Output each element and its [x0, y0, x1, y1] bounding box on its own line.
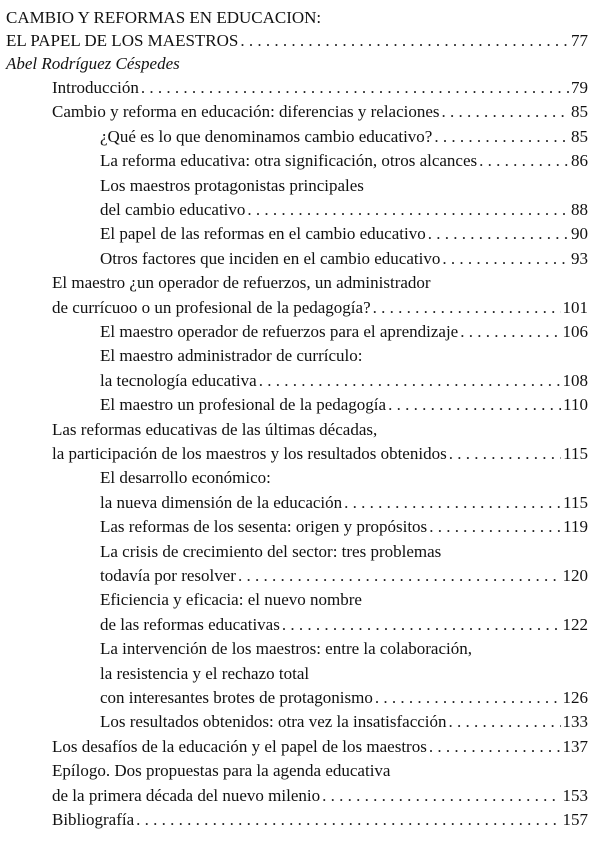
toc-entry-title: Las reformas educativas de las últimas décadas,	[52, 419, 378, 439]
page-number: 85	[571, 102, 588, 122]
page-number: 93	[571, 248, 588, 268]
toc-entry	[100, 491, 588, 515]
toc-entry	[100, 222, 588, 246]
dot-leader	[344, 491, 561, 515]
toc-entry-title: El maestro ¿un operador de refuerzos, un administrador	[52, 273, 431, 293]
toc-entry	[100, 637, 588, 661]
page-number: 153	[562, 785, 588, 805]
toc-entry-title: La reforma educativa: otra significación, otros alcances	[100, 151, 478, 171]
page-number: 115	[563, 444, 588, 463]
toc-entry-title: la participación de los maestros y los resultados obtenidos	[52, 444, 447, 463]
toc-entry-title: El desarrollo económico:	[100, 468, 271, 488]
toc-entry-title: El maestro un profesional de la pedagogía	[100, 395, 387, 415]
toc-entry	[100, 320, 588, 344]
section-title-text: CAMBIO Y REFORMAS EN EDUCACION:	[6, 8, 322, 27]
page-number: 108	[562, 370, 588, 390]
toc-entry-title: Los desafíos de la educación y el papel de los maestros	[52, 736, 427, 756]
toc-entry	[100, 515, 588, 539]
page-number: 79	[571, 78, 588, 97]
toc-entry-title: con interesantes brotes de protagonismo	[100, 688, 373, 707]
toc-entry	[52, 296, 588, 320]
dot-leader	[238, 564, 561, 588]
toc-entry	[100, 198, 588, 222]
toc-entry	[100, 540, 588, 564]
page-number: 110	[563, 395, 588, 415]
dot-leader	[282, 613, 561, 637]
toc-entry	[100, 369, 588, 393]
toc-entry-title: la resistencia y el rechazo total	[100, 663, 310, 683]
toc-entry	[100, 344, 588, 368]
toc-entry	[100, 588, 588, 612]
toc-entry	[52, 784, 588, 808]
toc-entry	[52, 271, 588, 295]
dot-leader	[460, 320, 560, 344]
toc-entry-title: Eficiencia y eficacia: el nuevo nombre	[100, 590, 362, 610]
toc-entry-title: la nueva dimensión de la educación	[100, 492, 343, 512]
toc-entry	[52, 759, 588, 783]
toc-entry-title: de las reformas educativas	[100, 614, 280, 634]
dot-leader	[429, 515, 561, 539]
toc-entry-title: El maestro operador de refuerzos para el aprendizaje	[100, 322, 459, 341]
toc-entry-title: La intervención de los maestros: entre la colaboración,	[100, 639, 472, 659]
toc-entry-title: Los resultados obtenidos: otra vez la insatisfacción	[100, 712, 447, 732]
dot-leader	[442, 100, 569, 124]
toc-entry	[100, 247, 588, 271]
page-number: 90	[571, 224, 588, 244]
toc-entry-title: Otros factores que inciden en el cambio educativo	[100, 248, 441, 268]
toc-entry	[100, 613, 588, 637]
author-name	[6, 52, 588, 76]
dot-leader	[259, 369, 561, 393]
section-title-line-1	[6, 6, 588, 30]
page-number: 119	[563, 517, 588, 537]
section-title-text: EL PAPEL DE LOS MAESTROS	[6, 31, 239, 50]
toc-entry	[52, 76, 588, 100]
page-number: 133	[562, 712, 588, 732]
toc-entry-title: Cambio y reforma en educación: diferencias y relaciones	[52, 102, 440, 122]
toc-entry-title: El maestro administrador de currículo:	[100, 346, 363, 366]
dot-leader	[240, 29, 569, 53]
toc-entry	[52, 808, 588, 832]
dot-leader	[449, 710, 561, 734]
dot-leader	[434, 125, 569, 149]
page-number: 157	[562, 810, 588, 829]
toc-entry-title: Las reformas de los sesenta: origen y propósitos	[100, 517, 428, 537]
toc-entry	[52, 442, 588, 466]
dot-leader	[141, 76, 569, 100]
toc-entry	[100, 125, 588, 149]
toc-entry-title: de currícuoo o un profesional de la pedagogía?	[52, 297, 371, 317]
toc-entry	[52, 418, 588, 442]
page-number: 137	[562, 736, 588, 756]
toc-entry	[100, 686, 588, 710]
toc-entry	[100, 564, 588, 588]
dot-leader	[449, 442, 561, 466]
toc-entry-title: Bibliografía	[52, 810, 135, 829]
toc-entry	[100, 149, 588, 173]
page-number: 122	[562, 614, 588, 634]
author-text: Abel Rodríguez Céspedes	[6, 54, 180, 73]
toc-entry-title: de la primera década del nuevo milenio	[52, 785, 321, 805]
dot-leader	[375, 686, 561, 710]
page-number: 85	[571, 126, 588, 146]
dot-leader	[322, 784, 560, 808]
section-title-line-2	[6, 29, 588, 53]
toc-entry-title: del cambio educativo	[100, 200, 246, 219]
dot-leader	[136, 808, 560, 832]
toc-entry	[100, 710, 588, 734]
toc-entry-title: todavía por resolver	[100, 566, 236, 585]
toc-entry	[100, 174, 588, 198]
dot-leader	[429, 735, 561, 759]
toc-entry-title: Introducción	[52, 78, 139, 97]
toc-entry-title: ¿Qué es lo que denominamos cambio educativo?	[100, 126, 433, 146]
page-number: 126	[562, 688, 588, 707]
toc-entry	[52, 100, 588, 124]
page-number: 77	[571, 31, 588, 50]
dot-leader	[388, 393, 561, 417]
toc-entry-title: El papel de las reformas en el cambio educativo	[100, 224, 426, 244]
page-number: 120	[562, 566, 588, 585]
toc-entry	[100, 662, 588, 686]
dot-leader	[442, 247, 569, 271]
dot-leader	[373, 296, 561, 320]
toc-entry-title: Los maestros protagonistas principales	[100, 175, 364, 195]
toc-entry-title: Epílogo. Dos propuestas para la agenda educativa	[52, 761, 391, 781]
page-number: 86	[571, 151, 588, 171]
page-number: 106	[562, 322, 588, 341]
toc-entry-title: la tecnología educativa	[100, 370, 257, 390]
page-number: 88	[571, 200, 588, 219]
toc-entry	[100, 466, 588, 490]
page-number: 115	[563, 492, 588, 512]
dot-leader	[428, 222, 569, 246]
dot-leader	[247, 198, 569, 222]
toc-entry-title: La crisis de crecimiento del sector: tres problemas	[100, 541, 442, 561]
toc-entry	[52, 735, 588, 759]
page-number: 101	[562, 297, 588, 317]
toc-entry	[100, 393, 588, 417]
dot-leader	[479, 149, 569, 173]
